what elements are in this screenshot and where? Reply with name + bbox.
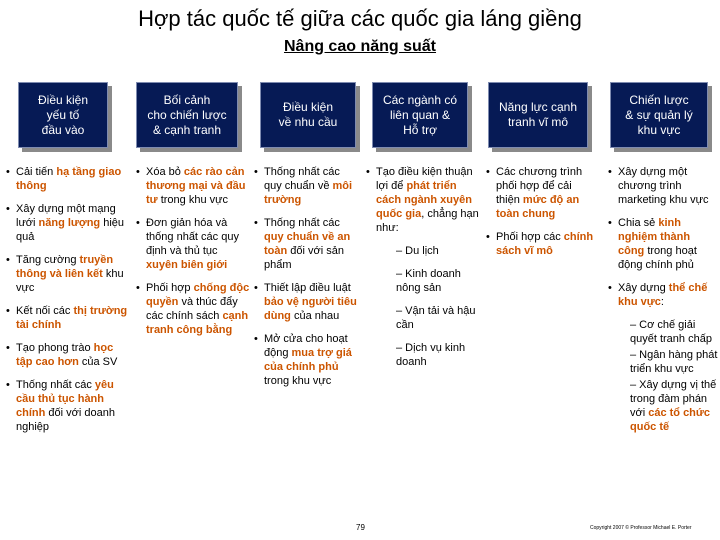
bullet-item: • Tạo điều kiện thuận lợi để phát triển cách ngành xuyên quốc gia, chẳng hạn như: bbox=[366, 165, 480, 235]
column-macro-competitiveness bbox=[486, 165, 596, 267]
header-box-factor-conditions bbox=[18, 82, 108, 148]
header-box-regional-strategy bbox=[610, 82, 708, 148]
header-line: Năng lực cạnh bbox=[498, 100, 578, 114]
copyright-text: Copyright 2007 © Professor Michael E. Porter bbox=[590, 525, 692, 531]
bullet-item: • Tạo phong trào học tập cao hơn của SV bbox=[6, 341, 128, 369]
header-line: & sự quản lý bbox=[625, 107, 693, 122]
bullet-item: • Các chương trình phối hợp để cải thiện mức độ an toàn chung bbox=[486, 165, 596, 221]
bullet-item: • Thống nhất các yêu cầu thủ tục hành chính đối với doanh nghiệp bbox=[6, 378, 128, 434]
sub-item: – Dịch vụ kinh doanh bbox=[396, 342, 466, 368]
header-box-demand-conditions bbox=[260, 82, 356, 148]
page-number: 79 bbox=[356, 523, 365, 532]
column-demand-conditions bbox=[254, 165, 358, 397]
bullet-item: • Đơn giản hóa và thống nhất các quy định và thủ tục xuyên biên giới bbox=[136, 216, 250, 272]
header-line: Điều kiện bbox=[37, 92, 89, 107]
header-line: Chiến lược bbox=[629, 92, 689, 107]
sub-item: – Cơ chế giải quyết tranh chấp bbox=[630, 319, 712, 345]
header-line: Các ngành có bbox=[382, 92, 458, 107]
bullet-item: • Kết nối các thị trường tài chính bbox=[6, 304, 128, 332]
header-line: khu vực bbox=[637, 122, 681, 137]
header-line: Điều kiện bbox=[282, 100, 334, 114]
header-line: cho chiến lược bbox=[147, 107, 227, 122]
header-line: liên quan & bbox=[389, 107, 451, 122]
header-line: Bối cảnh bbox=[163, 92, 211, 107]
header-box-related-industries bbox=[372, 82, 468, 148]
header-box-strategy-context bbox=[136, 82, 238, 148]
header-line: Hỗ trợ bbox=[403, 122, 437, 137]
sub-item: – Vận tải và hậu cần bbox=[396, 305, 476, 331]
header-line: về nhu cầu bbox=[278, 115, 338, 129]
sub-item: – Du lịch bbox=[396, 245, 439, 257]
header-box-macro-competitiveness bbox=[488, 82, 588, 148]
bullet-item: • Thiết lập điều luật bảo vệ người tiêu dùng của nhau bbox=[254, 281, 358, 323]
bullet-item: • Xóa bỏ các rào cản thương mại và đầu tư trong khu vực bbox=[136, 165, 250, 207]
bullet-item: • Xây dựng một chương trình marketing khu vực bbox=[608, 165, 718, 207]
header-line: đầu vào bbox=[41, 122, 85, 137]
header-line: & cạnh tranh bbox=[152, 122, 222, 137]
bullet-item: • Phối hợp các chính sách vĩ mô bbox=[486, 230, 596, 258]
bullet-item: • Thống nhất các quy chuẩn về môi trường bbox=[254, 165, 358, 207]
sub-item: – Ngân hàng phát triển khu vực bbox=[630, 349, 718, 375]
bullet-item: • Phối hợp chống độc quyền và thúc đẩy các chính sách cạnh tranh công bằng bbox=[136, 281, 250, 337]
sub-item: – Xây dựng vị thế trong đàm phán với các tổ chức quốc tế bbox=[630, 379, 717, 433]
bullet-item: • Chia sẻ kinh nghiệm thành công trong hoạt động chính phủ bbox=[608, 216, 718, 272]
column-strategy-context bbox=[136, 165, 250, 346]
bullet-item: • Tăng cường truyền thông và liên kết khu vực bbox=[6, 253, 128, 295]
bullet-item: • Xây dựng một mạng lưới năng lượng hiệu quả bbox=[6, 202, 128, 244]
bullet-item: • Mở cửa cho hoạt động mua trợ giá của chính phủ trong khu vực bbox=[254, 332, 358, 388]
sub-item: – Kinh doanh nông sản bbox=[396, 268, 461, 294]
column-related-industries bbox=[366, 165, 480, 378]
column-regional-strategy bbox=[608, 165, 718, 436]
header-line: yếu tố bbox=[46, 107, 80, 122]
page-subtitle: Nâng cao năng suất bbox=[283, 38, 437, 55]
column-factor-conditions bbox=[6, 165, 128, 443]
page-title: Hợp tác quốc tế giữa các quốc gia láng giềng bbox=[138, 6, 582, 31]
bullet-item: • Xây dựng thể chế khu vực: bbox=[608, 281, 718, 309]
bullet-item: • Thống nhất các quy chuẩn về an toàn đối với sản phẩm bbox=[254, 216, 358, 272]
header-line: tranh vĩ mô bbox=[507, 115, 568, 129]
bullet-item: • Cải tiến hạ tầng giao thông bbox=[6, 165, 128, 193]
